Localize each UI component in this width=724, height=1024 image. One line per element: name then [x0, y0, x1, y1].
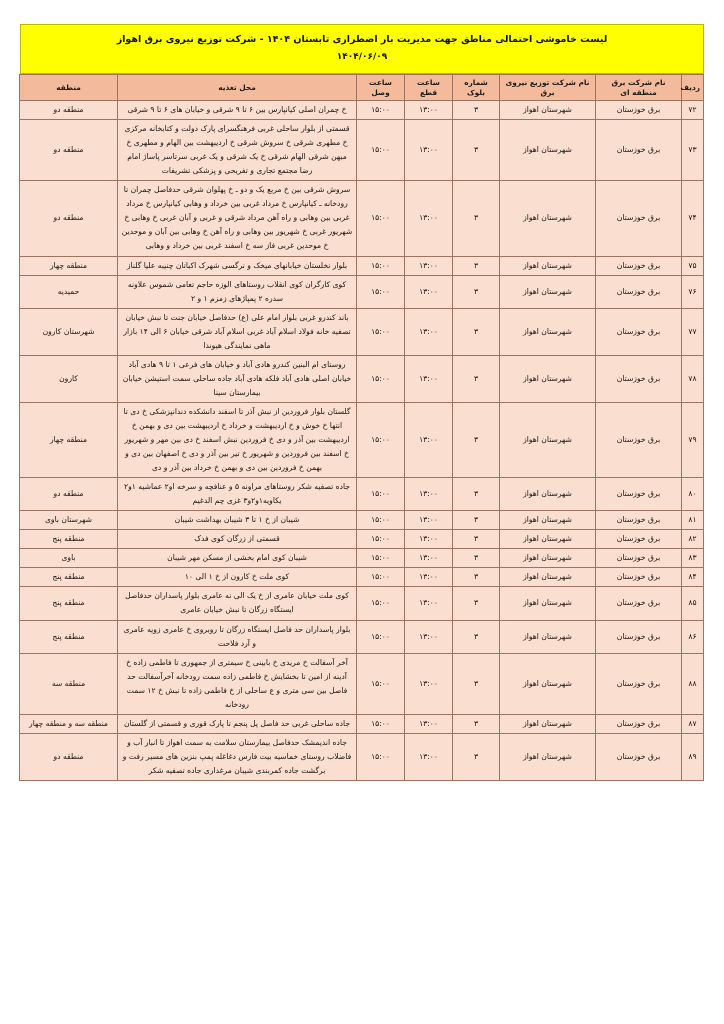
- cell-zone: منطقه پنج: [20, 620, 118, 653]
- column-header-feed-location: محل تغذیه: [118, 75, 357, 101]
- table-row: [20, 101, 704, 120]
- cell-distribution-company: شهرستان اهواز: [500, 308, 596, 355]
- table-row: [20, 181, 704, 256]
- cell-feed-location: کوی ملت خ کارون از خ ۱ الی ۱۰: [118, 568, 357, 587]
- cell-feed-location: گلستان بلوار فروردین از نبش آذر تا اسفند دانشکده دندانپزشکی خ دی تا انتها خ خوش و خ اردیبهشت و خرداد خ اردیبهشت بین دی و بهمن خ اردیبهشت بین آذر و دی خ فروردین نبش اسفند خ دی بین مهر و شهریور خ اسفند بین فروردین و شهریور خ تیر بین آذر و دی خ اصفهان بین دی و بهمن خ فروردین بین دی و بهمن خ خرداد بین آذر و دی: [118, 402, 357, 477]
- cell-on-time: ۱۵:۰۰: [357, 549, 405, 568]
- cell-zone: منطقه دو: [20, 120, 118, 181]
- cell-regional-company: برق خوزستان: [596, 653, 682, 714]
- cell-off-time: ۱۳:۰۰: [405, 181, 453, 256]
- cell-off-time: ۱۳:۰۰: [405, 587, 453, 620]
- cell-on-time: ۱۵:۰۰: [357, 530, 405, 549]
- cell-regional-company: برق خوزستان: [596, 530, 682, 549]
- cell-feed-location: بلوار نخلستان خیابانهای میخک و نرگسی شهرک اکباتان چنیبه علیا گلناز: [118, 256, 357, 275]
- cell-zone: منطقه دو: [20, 478, 118, 511]
- cell-zone: منطقه دو: [20, 101, 118, 120]
- document-date: ۱۴۰۴/۰۶/۰۹: [336, 52, 388, 63]
- cell-regional-company: برق خوزستان: [596, 549, 682, 568]
- cell-on-time: ۱۵:۰۰: [357, 733, 405, 780]
- column-header-zone: منطقه: [20, 75, 118, 101]
- cell-distribution-company: شهرستان اهواز: [500, 181, 596, 256]
- cell-off-time: ۱۳:۰۰: [405, 568, 453, 587]
- cell-distribution-company: شهرستان اهواز: [500, 568, 596, 587]
- cell-block-number: ۳: [453, 275, 500, 308]
- cell-block-number: ۳: [453, 355, 500, 402]
- cell-zone: منطقه چهار: [20, 256, 118, 275]
- cell-zone: منطقه پنج: [20, 568, 118, 587]
- table-row: [20, 530, 704, 549]
- cell-distribution-company: شهرستان اهواز: [500, 653, 596, 714]
- cell-block-number: ۳: [453, 101, 500, 120]
- cell-distribution-company: شهرستان اهواز: [500, 530, 596, 549]
- cell-feed-location: روستای ام البنین کندرو هادی آباد و خیابان های فرعی ۱ تا ۹ هادی آباد خیابان اصلی هادی آباد فلکه هادی آباد جاده ساحلی سمت استیشن خیابان بیمارستان سینا: [118, 355, 357, 402]
- cell-regional-company: برق خوزستان: [596, 256, 682, 275]
- cell-regional-company: برق خوزستان: [596, 308, 682, 355]
- cell-feed-location: جاده تصفیه شکر روستاهای مراونه ۵ و عنافچه و سرخه او۲ عماشیه ۱و۲ یکاویه۱و۲و۳ غزی چم الدغیم: [118, 478, 357, 511]
- cell-block-number: ۳: [453, 120, 500, 181]
- cell-distribution-company: شهرستان اهواز: [500, 478, 596, 511]
- cell-feed-location: آخر آسفالت خ مریدی خ بابینی خ سیمتری از جمهوری تا فاطمی زاده خ آدینه از امین تا بخشایش خ فاطمی زاده سمت رودخانه آخرآسفالت حد فاصل بین سی متری و ع ساحلی از خ فاطمی زاده تا نبش خ ۱۲ سمت رودخانه: [118, 653, 357, 714]
- cell-regional-company: برق خوزستان: [596, 511, 682, 530]
- cell-block-number: ۳: [453, 511, 500, 530]
- cell-block-number: ۳: [453, 402, 500, 477]
- cell-feed-location: باند کندرو غربی بلوار امام علی (ع) حدفاصل خیابان جنت تا نبش خیابان تصفیه خانه فولاد اسلام آباد غربی اسلام آباد شرقی خیابان ۶ الی ۱۴ بازار ماهی نمایندگی هیوندا: [118, 308, 357, 355]
- cell-row-number: ۸۶: [682, 620, 704, 653]
- cell-off-time: ۱۳:۰۰: [405, 402, 453, 477]
- cell-feed-location: کوی کارگران کوی انقلاب روستاهای الوزه حاجم تعامی شموس علاونه سدره ۲ پمپاژهای زمزم ۱ و ۲: [118, 275, 357, 308]
- cell-block-number: ۳: [453, 549, 500, 568]
- cell-regional-company: برق خوزستان: [596, 478, 682, 511]
- cell-regional-company: برق خوزستان: [596, 620, 682, 653]
- table-row: [20, 568, 704, 587]
- column-header-row-number: ردیف: [682, 75, 704, 101]
- column-header-on-time: ساعت وصل: [357, 75, 405, 101]
- cell-distribution-company: شهرستان اهواز: [500, 256, 596, 275]
- cell-block-number: ۳: [453, 478, 500, 511]
- cell-feed-location: بلوار پاسداران حد فاصل ایستگاه زرگان تا روبروی خ عامری زویه عامری و آرد فلاحت: [118, 620, 357, 653]
- cell-feed-location: شیبان از خ ۱ تا ۳ شیبان بهداشت شیبان: [118, 511, 357, 530]
- cell-regional-company: برق خوزستان: [596, 714, 682, 733]
- cell-regional-company: برق خوزستان: [596, 101, 682, 120]
- cell-zone: منطقه دو: [20, 733, 118, 780]
- cell-regional-company: برق خوزستان: [596, 402, 682, 477]
- cell-off-time: ۱۳:۰۰: [405, 256, 453, 275]
- table-header-row: [20, 75, 704, 101]
- cell-off-time: ۱۳:۰۰: [405, 120, 453, 181]
- cell-feed-location: خ چمران اصلی کیانپارس بین ۶ تا ۹ شرقی و خیابان های ۶ تا ۹ شرقی: [118, 101, 357, 120]
- table-row: [20, 511, 704, 530]
- page-title: لیست خاموشی احتمالی مناطق جهت مدیریت بار اضطراری تابستان ۱۴۰۴ - شرکت توزیع نیروی برق اهواز: [116, 34, 608, 45]
- cell-on-time: ۱۵:۰۰: [357, 402, 405, 477]
- cell-on-time: ۱۵:۰۰: [357, 714, 405, 733]
- cell-row-number: ۸۱: [682, 511, 704, 530]
- cell-row-number: ۸۲: [682, 530, 704, 549]
- cell-zone: شهرستان کارون: [20, 308, 118, 355]
- column-header-block-number: شماره بلوک: [453, 75, 500, 101]
- cell-zone: باوی: [20, 549, 118, 568]
- cell-zone: حمیدیه: [20, 275, 118, 308]
- cell-on-time: ۱۵:۰۰: [357, 568, 405, 587]
- cell-off-time: ۱۳:۰۰: [405, 530, 453, 549]
- cell-off-time: ۱۳:۰۰: [405, 620, 453, 653]
- cell-regional-company: برق خوزستان: [596, 568, 682, 587]
- table-row: [20, 714, 704, 733]
- cell-row-number: ۷۴: [682, 181, 704, 256]
- cell-off-time: ۱۳:۰۰: [405, 308, 453, 355]
- cell-off-time: ۱۳:۰۰: [405, 511, 453, 530]
- column-header-regional-company: نام شرکت برق منطقه ای: [596, 75, 682, 101]
- outage-table: [19, 74, 704, 781]
- cell-distribution-company: شهرستان اهواز: [500, 620, 596, 653]
- cell-on-time: ۱۵:۰۰: [357, 181, 405, 256]
- cell-on-time: ۱۵:۰۰: [357, 587, 405, 620]
- cell-block-number: ۳: [453, 620, 500, 653]
- cell-zone: منطقه چهار: [20, 402, 118, 477]
- cell-feed-location: قسمتی از زرگان کوی فدک: [118, 530, 357, 549]
- document-title-banner: [20, 24, 704, 74]
- cell-regional-company: برق خوزستان: [596, 275, 682, 308]
- cell-block-number: ۳: [453, 568, 500, 587]
- cell-distribution-company: شهرستان اهواز: [500, 275, 596, 308]
- cell-feed-location: کوی ملت خیابان عامری از خ یک الی نه عامری بلوار پاسداران حدفاصل ایستگاه زرگان تا نبش خیابان عامری: [118, 587, 357, 620]
- cell-row-number: ۷۲: [682, 101, 704, 120]
- table-row: [20, 120, 704, 181]
- cell-on-time: ۱۵:۰۰: [357, 275, 405, 308]
- cell-zone: منطقه دو: [20, 181, 118, 256]
- table-row: [20, 402, 704, 477]
- cell-regional-company: برق خوزستان: [596, 733, 682, 780]
- cell-zone: منطقه سه و منطقه چهار: [20, 714, 118, 733]
- table-row: [20, 620, 704, 653]
- cell-on-time: ۱۵:۰۰: [357, 308, 405, 355]
- cell-zone: منطقه پنج: [20, 530, 118, 549]
- cell-zone: شهرستان باوی: [20, 511, 118, 530]
- cell-distribution-company: شهرستان اهواز: [500, 402, 596, 477]
- table-row: [20, 653, 704, 714]
- cell-row-number: ۸۸: [682, 653, 704, 714]
- cell-distribution-company: شهرستان اهواز: [500, 511, 596, 530]
- table-row: [20, 587, 704, 620]
- cell-off-time: ۱۳:۰۰: [405, 549, 453, 568]
- cell-on-time: ۱۵:۰۰: [357, 101, 405, 120]
- cell-feed-location: سروش شرقی بین خ مربع یک و دو ـ خ پهلوان شرقی حدفاصل چمران تا رودخانه ـ کیانپارس خ مرداد غربی بین خرداد و وهابی کیانپارس خ مرداد غربی بین وهابی و راه آهن مرداد شرقی و غربی و آبان غربی خ وهابی خ شهریور غربی خ شهریور بین وهابی و راه آهن خ وهابی بین آبان و موحدین خ موحدین غربی فاز سه خ اسفند غربی بین خرداد و وهابی: [118, 181, 357, 256]
- cell-feed-location: جاده اندیمشک حدفاصل بیمارستان سلامت به سمت اهواز تا انبار آب و فاضلاب روستای خماسیه بیت فارس دغاغله پمپ بنزین های مسیر رفت و برگشت جاده کمربندی شیبان مرغداری جاده تصفیه شکر: [118, 733, 357, 780]
- cell-zone: منطقه سه: [20, 653, 118, 714]
- cell-feed-location: جاده ساحلی غربی حد فاصل پل پنجم تا پارک قوری و قسمتی از گلستان: [118, 714, 357, 733]
- cell-feed-location: قسمتی از بلوار ساحلی غربی فرهنگسرای پارک دولت و کتابخانه مرکزی خ مطهری شرقی خ سروش شرقی خ اردیبهشت بین الهام و مطهری خ میهن شرقی الهام شرقی خ یک شرقی و یک غربی سرتاسر پاساژ امام رضا مجتمع تجاری و تفریحی و پزشکی تشریفات: [118, 120, 357, 181]
- cell-off-time: ۱۳:۰۰: [405, 653, 453, 714]
- table-row: [20, 308, 704, 355]
- cell-on-time: ۱۵:۰۰: [357, 120, 405, 181]
- cell-off-time: ۱۳:۰۰: [405, 714, 453, 733]
- table-row: [20, 256, 704, 275]
- cell-on-time: ۱۵:۰۰: [357, 355, 405, 402]
- table-row: [20, 549, 704, 568]
- cell-distribution-company: شهرستان اهواز: [500, 714, 596, 733]
- cell-off-time: ۱۳:۰۰: [405, 355, 453, 402]
- cell-regional-company: برق خوزستان: [596, 120, 682, 181]
- cell-on-time: ۱۵:۰۰: [357, 620, 405, 653]
- table-body: [20, 101, 704, 781]
- cell-block-number: ۳: [453, 653, 500, 714]
- cell-on-time: ۱۵:۰۰: [357, 511, 405, 530]
- cell-off-time: ۱۳:۰۰: [405, 101, 453, 120]
- table-header: [20, 75, 704, 101]
- cell-row-number: ۸۹: [682, 733, 704, 780]
- cell-row-number: ۷۵: [682, 256, 704, 275]
- cell-distribution-company: شهرستان اهواز: [500, 120, 596, 181]
- cell-off-time: ۱۳:۰۰: [405, 275, 453, 308]
- cell-on-time: ۱۵:۰۰: [357, 478, 405, 511]
- cell-zone: کارون: [20, 355, 118, 402]
- table-row: [20, 478, 704, 511]
- cell-zone: منطقه پنج: [20, 587, 118, 620]
- cell-distribution-company: شهرستان اهواز: [500, 733, 596, 780]
- cell-row-number: ۸۴: [682, 568, 704, 587]
- table-row: [20, 733, 704, 780]
- cell-off-time: ۱۳:۰۰: [405, 478, 453, 511]
- cell-block-number: ۳: [453, 530, 500, 549]
- cell-row-number: ۸۳: [682, 549, 704, 568]
- cell-block-number: ۳: [453, 181, 500, 256]
- table-row: [20, 355, 704, 402]
- cell-on-time: ۱۵:۰۰: [357, 256, 405, 275]
- cell-block-number: ۳: [453, 714, 500, 733]
- cell-block-number: ۳: [453, 308, 500, 355]
- cell-row-number: ۷۹: [682, 402, 704, 477]
- cell-regional-company: برق خوزستان: [596, 355, 682, 402]
- cell-block-number: ۳: [453, 733, 500, 780]
- cell-row-number: ۷۳: [682, 120, 704, 181]
- cell-row-number: ۸۰: [682, 478, 704, 511]
- column-header-distribution-company: نام شرکت توزیع نیروی برق: [500, 75, 596, 101]
- cell-regional-company: برق خوزستان: [596, 181, 682, 256]
- cell-on-time: ۱۵:۰۰: [357, 653, 405, 714]
- cell-row-number: ۷۸: [682, 355, 704, 402]
- cell-regional-company: برق خوزستان: [596, 587, 682, 620]
- cell-distribution-company: شهرستان اهواز: [500, 587, 596, 620]
- cell-row-number: ۷۶: [682, 275, 704, 308]
- table-row: [20, 275, 704, 308]
- cell-distribution-company: شهرستان اهواز: [500, 101, 596, 120]
- cell-row-number: ۷۷: [682, 308, 704, 355]
- cell-distribution-company: شهرستان اهواز: [500, 549, 596, 568]
- cell-row-number: ۸۷: [682, 714, 704, 733]
- cell-row-number: ۸۵: [682, 587, 704, 620]
- cell-feed-location: شیبان کوی امام بخشی از مسکن مهر شیبان: [118, 549, 357, 568]
- column-header-off-time: ساعت قطع: [405, 75, 453, 101]
- cell-distribution-company: شهرستان اهواز: [500, 355, 596, 402]
- cell-block-number: ۳: [453, 587, 500, 620]
- cell-off-time: ۱۳:۰۰: [405, 733, 453, 780]
- cell-block-number: ۳: [453, 256, 500, 275]
